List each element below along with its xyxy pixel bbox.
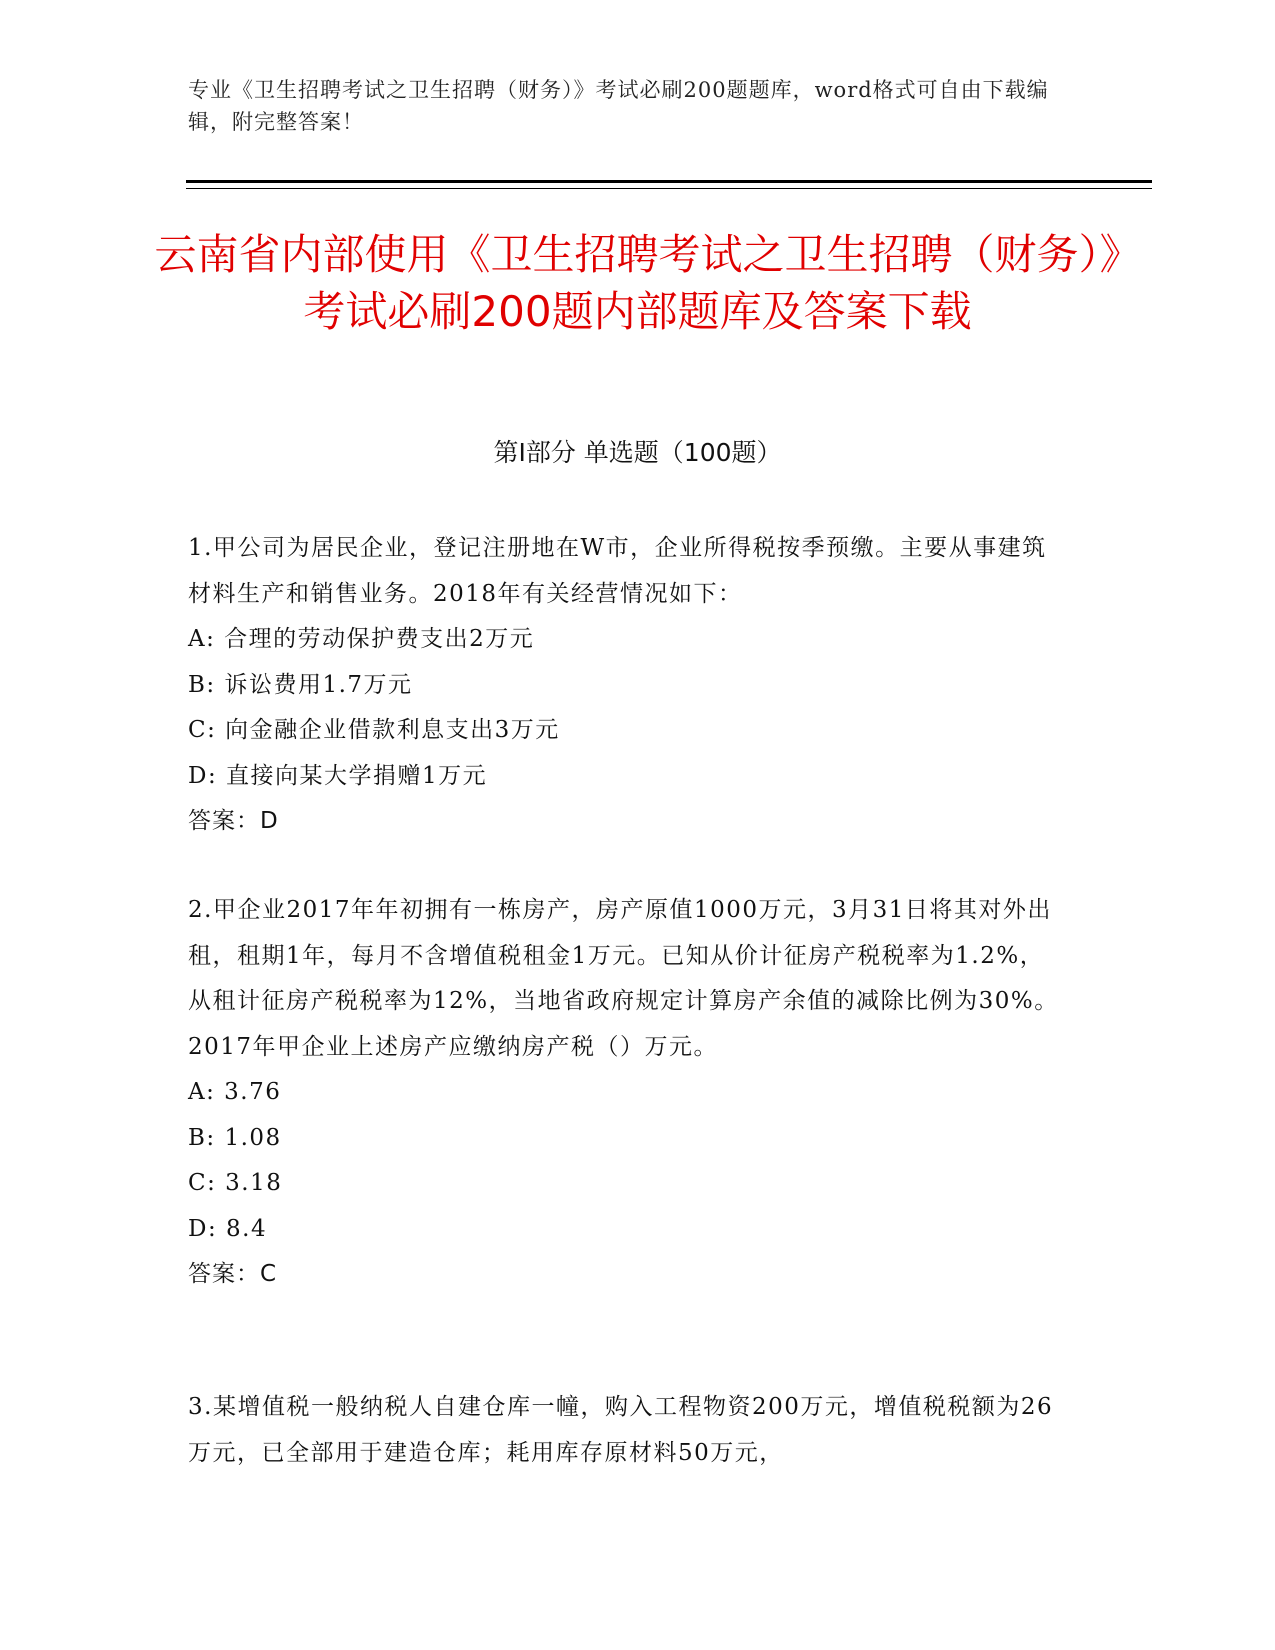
question-stem: 1.甲公司为居民企业，登记注册地在W市，企业所得税按季预缴。主要从事建筑材料生产和销售业务。2018年有关经营情况如下：: [188, 535, 1047, 607]
document-title: 云南省内部使用《卫生招聘考试之卫生招聘（财务）》考试必刷200题内部题库及答案下载: [154, 230, 1121, 336]
header-rule-thin: [186, 188, 1152, 189]
question-stem: 2.甲企业2017年年初拥有一栋房产，房产原值1000万元，3月31日将其对外出租，租期1年，每月不含增值税租金1万元。已知从价计征房产税税率为1.2%，从租计征房产税税率为12%，当地省政府规定计算房产余值的减除比例为30%。2017年甲企业上述房产应缴纳房产税（）万元。: [188, 897, 1059, 1060]
option-b: B: 1.08: [188, 1124, 282, 1151]
option-d: D: 直接向某大学捐赠1万元: [188, 762, 488, 789]
answer: 答案：D: [188, 808, 279, 834]
option-a: A: 合理的劳动保护费支出2万元: [188, 626, 535, 652]
option-c: C: 向金融企业借款利息支出3万元: [188, 717, 560, 743]
question-1: [188, 526, 1068, 845]
option-c: C: 3.18: [188, 1170, 283, 1196]
option-d: D: 8.4: [188, 1215, 268, 1242]
option-a: A: 3.76: [188, 1079, 282, 1105]
question-3: [188, 1385, 1068, 1476]
header-note: 专业《卫生招聘考试之卫生招聘（财务）》考试必刷200题题库，word格式可自由下载编辑，附完整答案！: [188, 78, 1049, 134]
option-b: B: 诉讼费用1.7万元: [188, 671, 413, 698]
question-2: [188, 888, 1068, 1298]
section-heading: 第I部分 单选题（100题）: [493, 438, 782, 467]
question-stem: 3.某增值税一般纳税人自建仓库一幢，购入工程物资200万元，增值税税额为26万元，已全部用于建造仓库；耗用库存原材料50万元，: [188, 1394, 1054, 1466]
header-rule-thick: [186, 180, 1152, 183]
answer: 答案：C: [188, 1261, 278, 1287]
